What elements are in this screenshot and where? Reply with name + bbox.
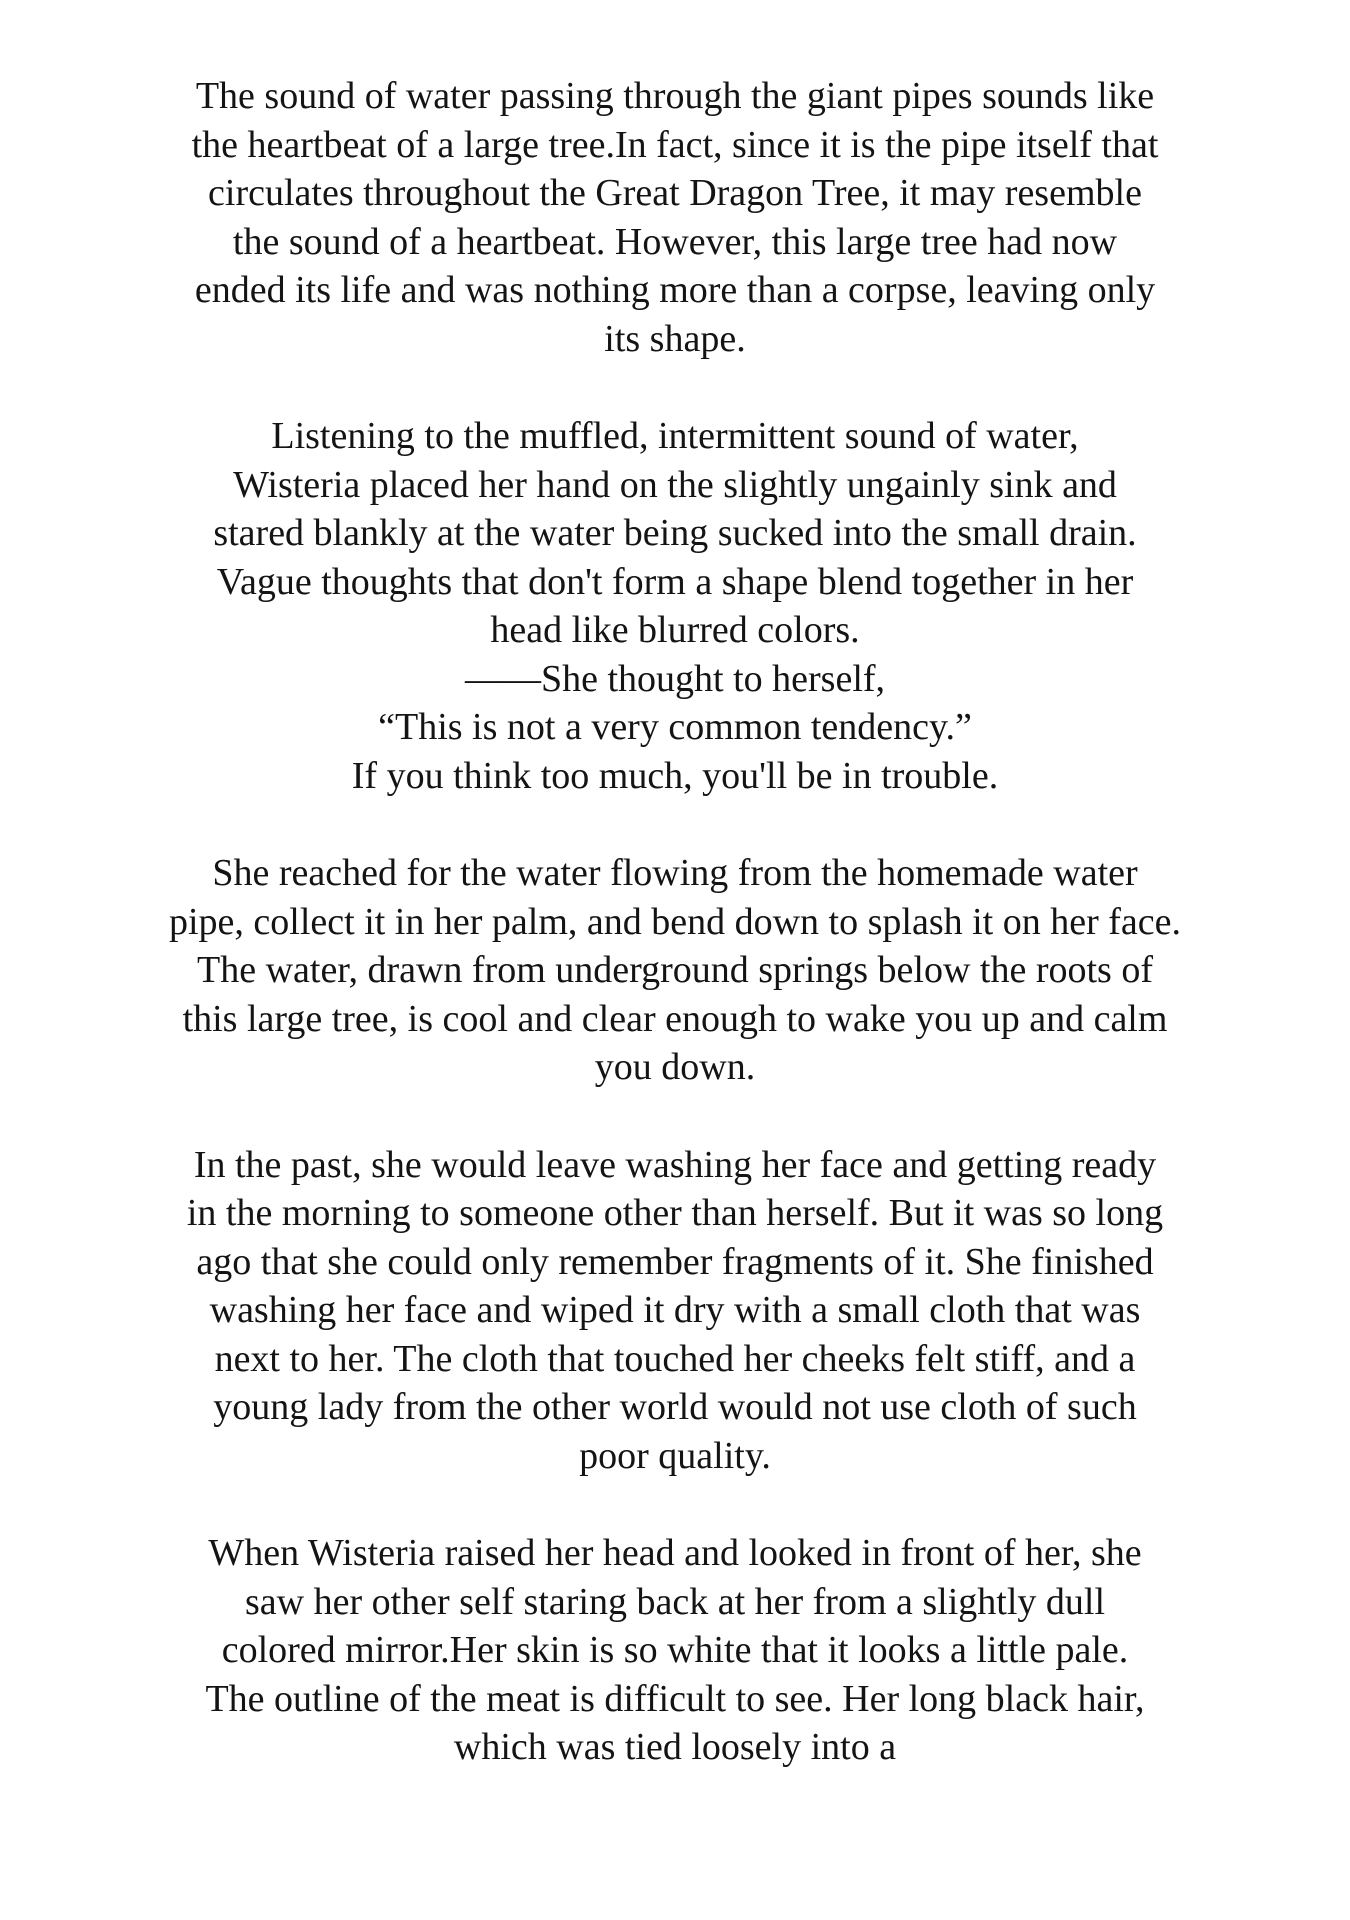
text-line: ended its life and was nothing more than a corpse, leaving only	[194, 269, 1156, 311]
text-line: washing her face and wiped it dry with a small cloth that was	[209, 1289, 1141, 1331]
text-line: you down.	[594, 1046, 756, 1088]
text-line: In the past, she would leave washing her face and getting ready	[193, 1143, 1157, 1186]
text-line: stared blankly at the water being sucked into the small drain.	[213, 512, 1137, 554]
paragraph-2	[60, 412, 1290, 800]
text-line: in the morning to someone other than herself. But it was so long	[186, 1192, 1164, 1234]
text-line: the heartbeat of a large tree.In fact, since it is the pipe itself that	[191, 123, 1159, 166]
text-line: poor quality.	[579, 1434, 771, 1477]
paragraph-1	[60, 72, 1290, 363]
paragraph-5	[60, 1529, 1290, 1772]
text-line: next to her. The cloth that touched her cheeks felt stiff, and a	[214, 1337, 1136, 1380]
text-line: the sound of a heartbeat. However, this large tree had now	[232, 220, 1118, 263]
text-line: colored mirror.Her skin is so white that it looks a little pale.	[221, 1629, 1129, 1671]
paragraph-3	[60, 849, 1290, 1092]
text-line: “This is not a very common tendency.”	[378, 706, 972, 748]
text-line: ago that she could only remember fragments of it. She finished	[196, 1240, 1154, 1283]
text-line: The water, drawn from underground springs below the roots of	[197, 949, 1153, 991]
text-line: ——She thought to herself,	[464, 657, 886, 700]
text-line: head like blurred colors.	[490, 609, 860, 651]
text-line: Wisteria placed her hand on the slightly ungainly sink and	[233, 463, 1117, 506]
text-line: Listening to the muffled, intermittent sound of water,	[271, 415, 1079, 457]
text-line: this large tree, is cool and clear enough to wake you up and calm	[182, 997, 1168, 1040]
text-line: The outline of the meat is difficult to see. Her long black hair,	[205, 1677, 1145, 1720]
text-line: circulates throughout the Great Dragon Tree, it may resemble	[208, 172, 1142, 214]
text-line: Vague thoughts that don't form a shape blend together in her	[216, 560, 1134, 603]
text-line: If you think too much, you'll be in trouble.	[351, 754, 999, 797]
text-line: saw her other self staring back at her from a slightly dull	[244, 1580, 1106, 1623]
text-line: When Wisteria raised her head and looked in front of her, she	[208, 1532, 1142, 1574]
text-line: The sound of water passing through the giant pipes sounds like	[195, 75, 1155, 117]
text-line: which was tied loosely into a	[453, 1726, 897, 1768]
text-line: young lady from the other world would not use cloth of such	[213, 1386, 1137, 1428]
paragraph-4	[60, 1141, 1290, 1481]
text-line: its shape.	[604, 317, 746, 360]
text-line: pipe, collect it in her palm, and bend down to splash it on her face.	[169, 900, 1181, 943]
text-line: She reached for the water flowing from the homemade water	[212, 852, 1138, 894]
